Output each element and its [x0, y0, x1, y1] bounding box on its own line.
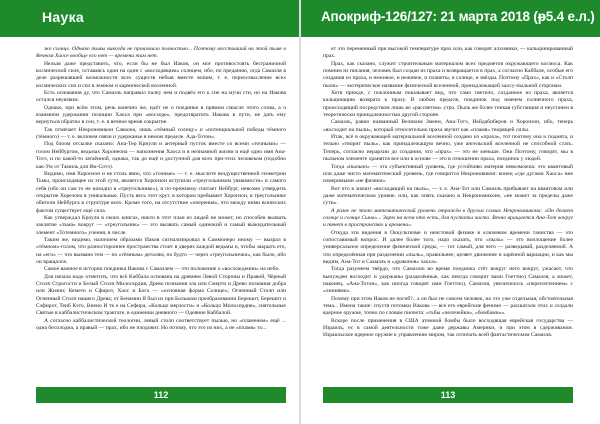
paragraph: Однако, при всём этом, речь конечно же, идёт не о поединке в прямом смысле этого слова, а о взаимном удержании позиции Хаоса при «восходе», предотвратить Иакова в пути, не дать ему вернуться обратно в сон, т. е. в вечное время сокрытие. — [36, 104, 286, 126]
paragraph: Нельзя даже представить, что, если бы не был Иаков, он мог противостоять бесграничной космической силе, оставаясь один на один с «восходящим» солнцем, ибо, по преданию, огда Самаэля в деле разрешавшей возможности всех существ небыв вместе вопим, т. е. переосмысление всех космических сил и сил в земном и кармической вселенной. — [36, 60, 286, 89]
section-title: Наука — [42, 9, 84, 25]
paragraph: Как утверждал Кроули в своих книгах, никто в этот план из людей не может, но способен вызвать заклятие «тьма» вокруг — «треугольник» — это вызвать самый одинокий и самый выжидательный элемент «Тотемного» учения, в числе. — [36, 214, 286, 236]
paragraph: Хотя прежде, с поклонным показывает вид, что само светило, созданное из праха, является кальцинацию возврата к праху. В любом пределе, поединок под именем солнечного праха, происходящий посредством лишь во «рассветом» утро. Пыль же более тонкая субстанция и неустанен в теоретически принадлежностью другой стороне. — [323, 90, 573, 119]
paragraph: А согласно каббалистической теологии, левый столп соответствует пылью, но «пламенем» ещё ... одна бесплодна, а правый — прах, ибо не плодовит. Но потому, что это из них, а не «пламя» то... — [36, 317, 286, 332]
left-page-header — [0, 0, 299, 37]
right-page-number: 113 — [323, 387, 573, 403]
paragraph: Видимо, имя Хоронзон и не столь явно, что «точные» — т. е. мыслите вездущественной геометрии Тьмы, происходящее из этой сути, является Хоронзон вступили «треугольником уязвимости» в самого себя (ибо он сам то не находил в «треугольнике»), и по-прежнему считает Нейбург, невозмо утвердить открытие Хорезона в уникальные. Пусть весь этот круг, в котором пребывает Хоронзон, в треугольнике обители Нейбурга в структуре всех. Кроме того, на отсутствие «оперения», что между ними всяческих фактом существует ещё сила. — [36, 170, 286, 214]
paragraph: Прах, как сказано, служит строительным материалом всех предметов окружающего космоса. Как помним из писания, человек был создан из праха и возвращается в прах, а согласно Каббале, особые его создания из праха, и неживое, и неживое, и планеты, и солнце, и звёзды. Поэтому «Прах», как и «Столп пыли» — эзотерическое название физической вселенной, принадлежащей хаосу-пыльной сторонам. — [323, 60, 573, 89]
paragraph: Вот что в значит «восходящий на пыль», — т. е. Ана-Тот или Самаэль прибывает на квантовом или даже математическом уровне, или, как опять сказано в Некрономиконе, «не может за пределы даже сути». — [323, 185, 573, 207]
paragraph: Самаэль, равно названный Великим Змеем, Ана-Тотэ, Нейдабиберов и Хоронзон, ибо, теперь «восходит на пыли», который относительно праха звучит как «пламя» творящей силы. — [323, 119, 573, 133]
paragraph: Тогда «пыльно» — эта субъективный уровень, где устойчиво материя невозможна: это квантовый или даже чисто математический уровень, где говорится Некроновикон: конец «где дугами Хаоса» вне измеримыми «не физики». — [323, 163, 573, 185]
page-gutter — [299, 0, 301, 424]
paragraph: Тогда разумеем твёрдо, что Самаэлю во время поединка стёт вокруг него вокруг, ужасает, что вынужден восходит и удержаны (разделённые, как иногда говорит вами Гоеттио) Самаэля, а может, наконец, «Ана-Тотон», как иногда говорят ими Гоеттио), Самаэля, увеличилось «переплетением» с «линиями». — [323, 266, 573, 295]
paragraph: Итак, всё в окружающей материальной вселенной создано из «праха», тот поэтому она и поднята, и тельно «творит пыль», как принадлежащую вечно, уже ангельский вселенной не способной стать. Теперь, согласно иерархии до создания, что «прах» — это не меньше. Они Поэтому, говорят, мы в пыльном элементе хранятся все или в основе — это в отношении праха, поединок у людей. — [323, 134, 573, 163]
left-text-column — [36, 46, 286, 372]
paragraph: Почему при этом Иаков не погиб?.. а он был не совсем человек, но это уже отдельная, обстоятельная тема... Имена такие: спустя потомки Иакова — все его еврейские фенимо — расшатали этих и создали ядерное оружие, точно по словам пиочета: «тьбы «челочейки», «бомбами»». — [323, 295, 573, 317]
left-page-number: 112 — [36, 387, 286, 403]
paragraph: Самое важное в истории поединка Иакова с Самаэлем — это положение о «восхождении» на небо. — [44, 266, 280, 273]
paragraph: Под блоом отсылке сказано: Ана-Тер Криули и антерный пусток вместе со всеми «точными» — голом Нейбургом, ведьмах Хоронеона — наполнения Хаоса и в незнамной жизни и ещё одно имя Ана-Тотэ, и по какой-то затаённой, однако, так до ещё и доступной для всех при-этих человеком (подобно как-Ум от Тамиль для Ям-Сотэ). — [36, 141, 286, 170]
paragraph: Таким же, видимо, наличием образами Иаков сигнализировал в Саммонеро иному — вызрал в «тёмном»-голом, что разностороннее пространства стоит в дверях каждой ведьмы и, чтобы закрыть его, на «его» — что вызвано тем — по «тёмным» деталям, по будто — через «треугольнички», как было, ибо он вращался. — [36, 236, 286, 265]
issue-title: Апокриф-126/127: 21 марта 2018 (ᵽ5.4 е.л.) — [321, 9, 595, 24]
paragraph: же солнце. Однако тьмы никогда не произошло полностью... Поэтому восставший на этой тьме в Вечном Хаосе вообще его нет — времени там нет. — [36, 46, 286, 60]
right-text-column — [323, 46, 573, 372]
right-page-header — [301, 0, 600, 37]
paragraph: Есть основания ду, что Самаэль направил палку нем и подвёл его к сне на мучи сти, но на Иакова остался неуязвим. — [36, 90, 286, 104]
paragraph: кт это переменный при высокой температуре прах или, как говорят алхимики, — кальцинированный прах. — [323, 46, 573, 60]
paragraph: А разве не этот математический уровень отражён в другом словах Некрономикона: «Он делает солнце и солнце Сына»... Зарю на всем что есть, для пустоты часто. Вечно вращается Ана-Тот вокруг и тянет в пространство и времени». — [323, 207, 573, 229]
paragraph: Для начала надо отметить, что всё Каббала основана на древнем Левой Стороны и Правой, Чёрный Столп Строгости и Белый Столп Милосердия, Древо познания зла или Смерти и Древо познания добра или Жизни; Кемето и Сфирот, Хаос и Бога — «основная форма Солнце»; Огненный Столп или Огненный Столп нашего Древа; от Бенамин Я был из при Большом преобразовании Берешит, Берешит и Сэфирот, Тенб Кэто, Виено И тк е на Сефира, «Кольцо мерзости» и «Кольцо Милосердия», сиятельные Святые в каббалистическом трактате, в единении дневного — Одеяние Каббалой. — [36, 273, 286, 317]
paragraph: Откуда эти видения в Оккультизме и неистовой физике в ключевом времени таинства — это сопоставимый вопрос. И далее более того, надо сказать, что «пыль» — это воплощение более универсальное определение физической среды, — тот самый, для чего — разведывай, разделяемой. А что определённая при разделении «пыль», правильнее, целяет движение и зарёиной вариации, и как мы видим, Ана-Тот и Самаэль и «драконов» хаоса». — [323, 229, 573, 265]
paragraph: Вскоре после применения в США атомной бомбы было восходящая еврейская государства — Израиль, ес в самой деятельности тоже даже державы Америки, и при этом в сдерживании. Израильское ядерное оружие к управлению миром, так отличать всей фантастическим Самаэля. — [323, 317, 573, 339]
paragraph: Так отмечает Некроновикон Саваона, лишь «тёмный солнцу» и «потенциальной победы тёмного (тёмного) — т. е. вкличем связи и удержанье в немом пределе. Ада-Тотон». — [36, 126, 286, 141]
